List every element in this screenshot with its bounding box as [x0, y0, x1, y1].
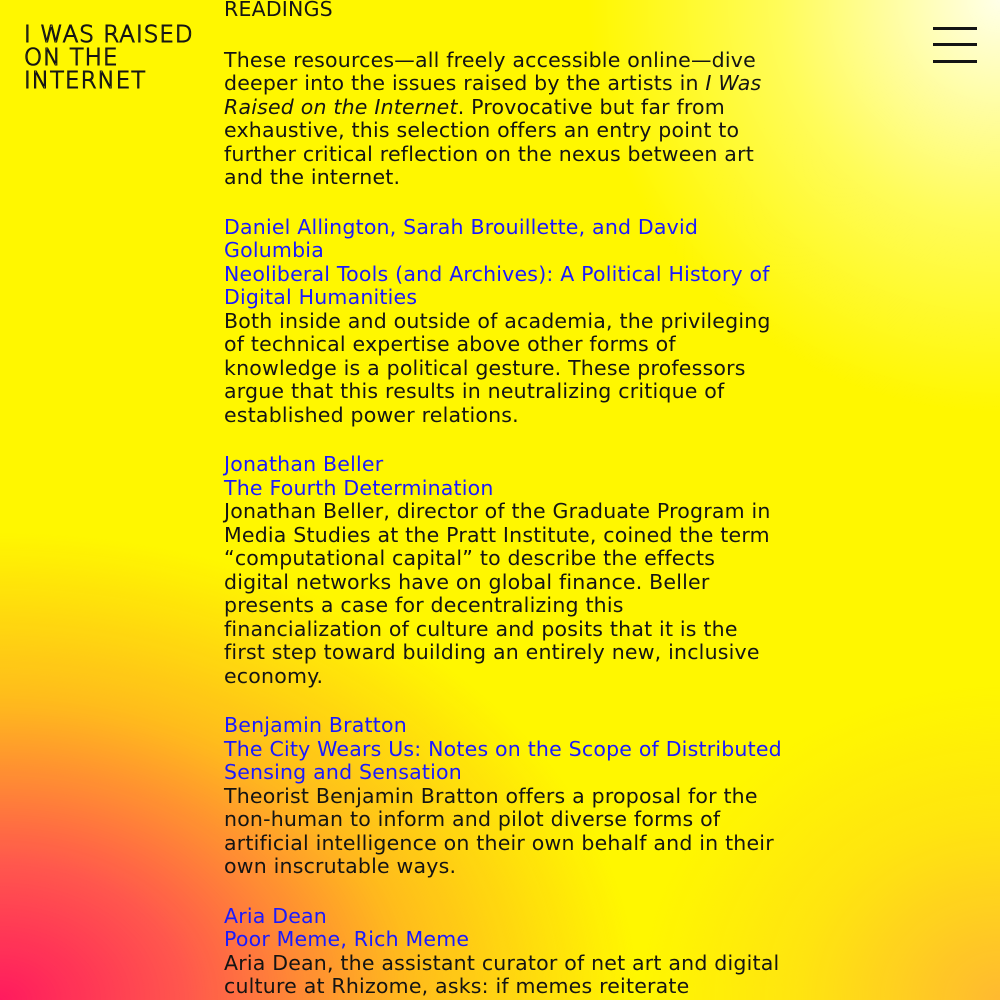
menu-bar [933, 27, 977, 30]
reading-entry [224, 453, 784, 688]
logo-line: ON THE [24, 45, 119, 71]
intro-text: These resources—all freely accessible online—dive deeper into the issues raised by the artists in [224, 47, 756, 95]
hamburger-menu-icon[interactable] [933, 25, 977, 65]
reading-title-link[interactable]: The City Wears Us: Notes on the Scope of Distributed Sensing and Sensation [224, 736, 782, 784]
reading-entry [224, 714, 784, 879]
reading-description: Both inside and outside of academia, the privileging of technical expertise above other forms of knowledge is a political gesture. These professors argue that this results in neutralizing critique of established power relations. [224, 308, 771, 427]
reading-entry [224, 216, 784, 428]
reading-title-link[interactable]: Neoliberal Tools (and Archives): A Political History of Digital Humanities [224, 261, 770, 309]
menu-bar [933, 43, 977, 46]
reading-title-link[interactable]: Poor Meme, Rich Meme [224, 927, 470, 951]
readings-content [224, 0, 784, 1000]
reading-description: Aria Dean, the assistant curator of net art and digital culture at Rhizome, asks: if memes reiterate [224, 950, 780, 998]
page-title: READINGS [224, 0, 333, 21]
menu-bar [933, 60, 977, 63]
reading-author-link[interactable]: Aria Dean [224, 903, 327, 928]
reading-author-link[interactable]: Jonathan Beller [224, 452, 384, 476]
reading-author-link[interactable]: Benjamin Bratton [224, 713, 407, 737]
reading-description: Theorist Benjamin Bratton offers a proposal for the non-human to inform and pilot diverse forms of artificial intelligence on their own behalf and in their own inscrutable ways. [224, 783, 774, 878]
site-logo[interactable] [24, 24, 204, 93]
logo-line: INTERNET [24, 68, 147, 94]
reading-entry [224, 905, 784, 999]
reading-title-link[interactable]: The Fourth Determination [224, 475, 494, 500]
reading-author-link[interactable]: Daniel Allington, Sarah Brouillette, and David Golumbia [224, 214, 699, 262]
intro-text: . Provocative but far from exhaustive, this selection offers an entry point to further critical reflection on the nexus between art and the internet. [224, 94, 754, 189]
reading-description: Jonathan Beller, director of the Graduate Program in Media Studies at the Pratt Institute, coined the term “computational capital” to describe the effects digital networks have on global finance. Beller presents a case for decentralizing this financialization of culture and posits that it is the first step toward building an entirely new, inclusive economy. [224, 499, 771, 688]
exhibition-title: I Was Raised on the Internet [224, 71, 762, 119]
logo-line: I WAS RAISED [24, 22, 194, 48]
intro-paragraph [224, 49, 784, 190]
